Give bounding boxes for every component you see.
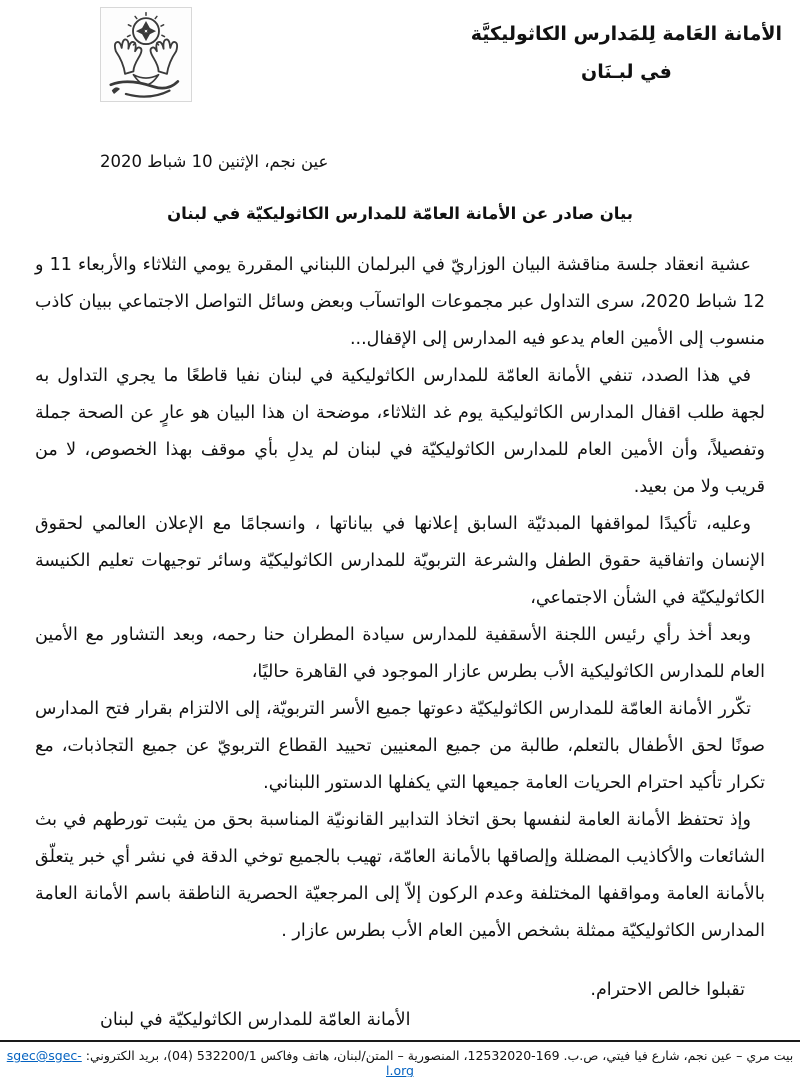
document-title: بيان صادر عن الأمانة العامّة للمدارس الكاثوليكيّة في لبنان	[167, 204, 633, 223]
body-paragraph: عشية انعقاد جلسة مناقشة البيان الوزاريّ في البرلمان اللبناني المقررة يومي الثلاثاء والأربعاء 11 و 12 شباط 2020، سرى التداول عبر مجموعات الواتسآب وبعض وسائل التواصل الاجتماعي ببيان كاذب منسوب إلى الأمين العام يدعو فيه المدارس إلى الإقفال...	[35, 255, 765, 349]
date-line: عين نجم، الإثنين 10 شباط 2020	[100, 152, 329, 171]
org-name-line2: في لبـنَان	[581, 61, 672, 83]
letterhead	[0, 0, 800, 102]
org-name-line1: الأمانة العَامة لِلمَدارس الكاثوليكيَّة	[470, 23, 782, 45]
body-paragraph: تكّرر الأمانة العامّة للمدارس الكاثوليكيّة دعوتها جميع الأسر التربويّة، إلى الالتزام بقرار فتح المدارس صونًا لحق الأطفال بالتعلم، طالبة من جميع المعنيين تحييد القطاع التربويّ عن جميع التجاذبات، مع تكرار تأكيد احترام الحريات العامة جميعها التي يكفلها الدستور اللبناني.	[35, 699, 765, 793]
hands-holding-cross-emblem-icon	[104, 11, 188, 99]
footer-contact-line	[0, 1042, 800, 1077]
document-body	[35, 247, 765, 950]
signature-line: الأمانة العامّة للمدارس الكاثوليكيّة في لبنان	[100, 1010, 411, 1030]
body-paragraph: وإذ تحتفظ الأمانة العامة لنفسها بحق اتخاذ التدابير القانونيّة المناسبة بحق من يثبت تورطهم في بث الشائعات والأكاذيب المضللة وإلصاقها بالأمانة العامّة، تهيب بالجميع توخي الدقة في نشر أي خبر يتعلّق بالأمانة العامة ومواقفها المختلفة وعدم الركون إلاّ إلى المرجعيّة الحصرية الناطقة باسم الأمانة العامة المدارس الكاثوليكيّة ممثلة بشخص الأمين العام الأب بطرس عازار .	[35, 810, 765, 941]
body-paragraph: في هذا الصدد، تنفي الأمانة العامّة للمدارس الكاثوليكية في لبنان نفيا قاطعًا ما يجري التداول به لجهة طلب اقفال المدارس الكاثوليكية يوم غد الثلاثاء، موضحة ان هذا البيان هو عارٍ عن الصحة جملة وتفصيلاً، وأن الأمين العام للمدارس الكاثوليكيّة في لبنان لم يدلِ بأي موقف بهذا الخصوص، لا من قريب ولا من بعيد.	[35, 366, 765, 497]
email-link[interactable]: sgec@sgec-l.org	[6, 1048, 414, 1077]
body-paragraph: وبعد أخذ رأي رئيس اللجنة الأسقفية للمدارس سيادة المطران حنا رحمه، وبعد التشاور مع الأمين العام للمدارس الكاثوليكية الأب بطرس عازار الموجود في القاهرة حاليًا،	[35, 625, 765, 682]
org-logo	[100, 7, 192, 102]
body-paragraph: وعليه، تأكيدًا لمواقفها المبدئيّة السابق إعلانها في بياناتها ، وانسجامًا مع الإعلان العالمي لحقوق الإنسان واتفاقية حقوق الطفل والشرعة التربويّة للمدارس الكاثوليكيّة وسائر توجيهات تعليم الكنيسة الكاثوليكيّة في الشأن الاجتماعي،	[35, 514, 765, 608]
footer-address: بيت مري – عين نجم، شارع فيا فيتي، ص.ب. 169-12532020، المنصورية – المتن/لبنان، هاتف وفاكس 532200/1 (04)، بريد الكتروني:	[81, 1048, 794, 1063]
closing-line: تقبلوا خالص الاحترام.	[590, 980, 745, 1000]
org-name	[471, 15, 782, 91]
page-footer	[0, 1040, 800, 1077]
